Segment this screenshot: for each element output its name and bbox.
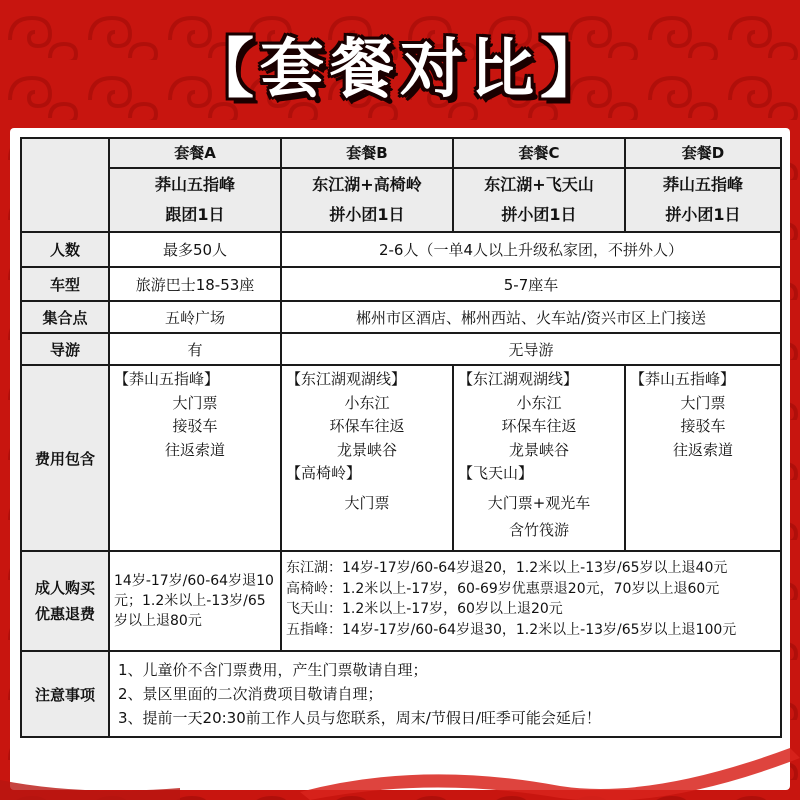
refund-row xyxy=(21,551,781,651)
includes-c-item: 含竹筏游 xyxy=(508,521,569,539)
note-item: 1、儿童价不含门票费用，产生门票敬请自理； xyxy=(118,661,428,679)
notes-content xyxy=(109,651,781,737)
package-d-detail xyxy=(625,168,781,232)
refund-line-gaoyiling: 高椅岭：1.2米以上-17岁，60-69岁优惠票退20元，70岁以上退60元 xyxy=(286,580,720,597)
package-d-name: 套餐D xyxy=(625,138,781,168)
vehicle-packages-bcd: 5-7座车 xyxy=(281,267,781,301)
includes-b-section: 【高椅岭】 xyxy=(286,464,362,482)
people-row xyxy=(21,232,781,267)
refund-packages-bcd xyxy=(281,551,781,651)
guide-packages-bcd: 无导游 xyxy=(281,333,781,365)
package-comparison-table xyxy=(20,137,782,738)
includes-d-item: 大门票 xyxy=(680,393,726,412)
package-a-type: 跟团1日 xyxy=(165,205,225,224)
includes-row xyxy=(21,365,781,551)
people-package-a: 最多50人 xyxy=(109,232,281,267)
vehicle-package-a: 旅游巴士18-53座 xyxy=(109,267,281,301)
package-c-detail xyxy=(453,168,625,232)
refund-line-feitianshan: 飞天山：1.2米以上-17岁，60岁以上退20元 xyxy=(286,601,563,617)
meeting-row xyxy=(21,301,781,333)
guide-row xyxy=(21,333,781,365)
includes-a-item: 往返索道 xyxy=(164,440,225,459)
package-b-route: 东江湖+高椅岭 xyxy=(312,175,422,194)
includes-a-item: 大门票 xyxy=(172,393,218,412)
refund-label-line: 优惠退费 xyxy=(34,605,95,623)
includes-b-section: 【东江湖观湖线】 xyxy=(286,370,407,388)
package-d-type: 拼小团1日 xyxy=(665,205,741,224)
vehicle-label: 车型 xyxy=(21,267,109,301)
note-item: 3、提前一天20:30前工作人员与您联系，周末/节假日/旺季可能会延后！ xyxy=(118,709,601,727)
includes-b-item: 小东江 xyxy=(344,393,390,412)
header-corner-cell xyxy=(21,138,109,232)
people-label: 人数 xyxy=(21,232,109,267)
includes-d-item: 接驳车 xyxy=(680,417,726,435)
vehicle-row xyxy=(21,267,781,301)
package-a-route: 莽山五指峰 xyxy=(154,175,235,194)
includes-b-item: 环保车往返 xyxy=(329,417,405,435)
includes-package-b xyxy=(281,365,453,551)
package-d-route: 莽山五指峰 xyxy=(662,175,743,194)
notes-label: 注意事项 xyxy=(21,651,109,737)
package-detail-row xyxy=(21,168,781,232)
refund-line-wuzhifeng: 五指峰：14岁-17岁/60-64岁退30，1.2米以上-13岁/65岁以上退100元 xyxy=(286,621,737,638)
includes-d-item: 往返索道 xyxy=(672,440,733,459)
includes-b-item: 大门票 xyxy=(344,493,390,512)
includes-a-section: 【莽山五指峰】 xyxy=(114,370,220,388)
refund-label xyxy=(21,551,109,651)
includes-c-item: 龙景峡谷 xyxy=(508,440,569,459)
package-c-route: 东江湖+飞天山 xyxy=(484,175,594,194)
package-c-name: 套餐C xyxy=(453,138,625,168)
includes-label: 费用包含 xyxy=(21,365,109,551)
table-header-row xyxy=(21,138,781,168)
package-b-type: 拼小团1日 xyxy=(329,205,405,224)
package-c-type: 拼小团1日 xyxy=(501,205,577,224)
package-b-name: 套餐B xyxy=(281,138,453,168)
includes-c-section: 【飞天山】 xyxy=(458,464,534,482)
page-title: 【套餐对比】 xyxy=(190,33,610,107)
includes-package-d xyxy=(625,365,781,551)
refund-package-a: 14岁-17岁/60-64岁退10元；1.2米以上-13岁/65岁以上退80元 xyxy=(109,551,281,651)
comparison-panel xyxy=(10,128,790,790)
includes-package-c xyxy=(453,365,625,551)
includes-c-section: 【东江湖观湖线】 xyxy=(458,370,579,388)
package-a-name: 套餐A xyxy=(109,138,281,168)
meeting-packages-bcd: 郴州市区酒店、郴州西站、火车站/资兴市区上门接送 xyxy=(281,301,781,333)
package-a-detail xyxy=(109,168,281,232)
includes-c-item: 环保车往返 xyxy=(501,417,577,435)
guide-label: 导游 xyxy=(21,333,109,365)
includes-d-section: 【莽山五指峰】 xyxy=(630,370,736,388)
includes-c-item: 大门票+观光车 xyxy=(487,493,591,512)
note-item: 2、景区里面的二次消费项目敬请自理； xyxy=(118,685,383,703)
guide-package-a: 有 xyxy=(109,333,281,365)
refund-label-line: 成人购买 xyxy=(34,579,95,597)
people-packages-bcd: 2-6人（一单4人以上升级私家团，不拼外人） xyxy=(281,232,781,267)
includes-a-item: 接驳车 xyxy=(172,417,218,435)
meeting-package-a: 五岭广场 xyxy=(109,301,281,333)
title-banner xyxy=(0,14,800,114)
refund-line-dongjianghu: 东江湖：14岁-17岁/60-64岁退20，1.2米以上-13岁/65岁以上退40元 xyxy=(286,560,728,576)
notes-row xyxy=(21,651,781,737)
includes-b-item: 龙景峡谷 xyxy=(336,440,397,459)
includes-c-item: 小东江 xyxy=(516,393,562,412)
includes-package-a xyxy=(109,365,281,551)
meeting-label: 集合点 xyxy=(21,301,109,333)
package-b-detail xyxy=(281,168,453,232)
